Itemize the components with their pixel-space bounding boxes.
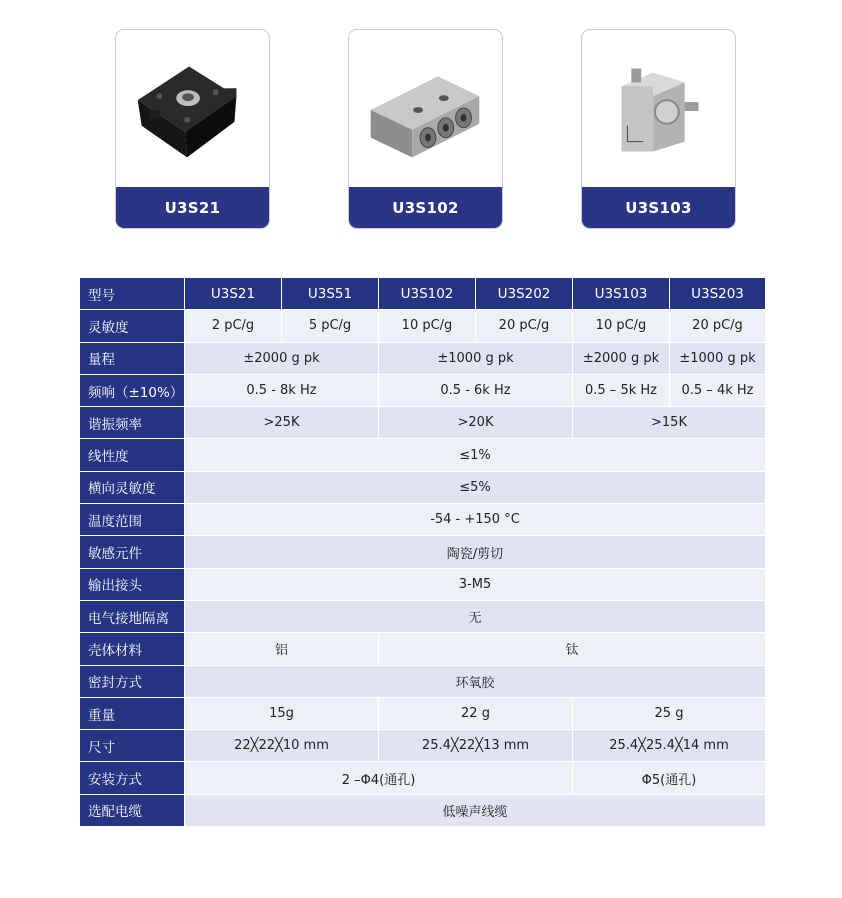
table-row (80, 504, 766, 536)
table-row (80, 730, 766, 762)
product-label: U3S103 (582, 187, 735, 228)
table-cell: 陶瓷/剪切 (185, 536, 766, 568)
header-cell: U3S103 (573, 278, 670, 310)
black-square-sensor-image (116, 30, 269, 188)
table-row (80, 762, 766, 794)
table-cell: ±2000 g pk (573, 342, 670, 374)
row-label: 尺寸 (80, 730, 185, 762)
row-label: 谐振频率 (80, 407, 185, 439)
table-cell: 钛 (379, 633, 766, 665)
table-cell: >25K (185, 407, 379, 439)
table-cell: 22╳22╳10 mm (185, 730, 379, 762)
table-cell: 0.5 - 8k Hz (185, 374, 379, 406)
table-cell: ≤1% (185, 439, 766, 471)
product-card-u3s102[interactable] (348, 29, 503, 229)
header-cell: U3S203 (670, 278, 766, 310)
table-cell: ±1000 g pk (670, 342, 766, 374)
table-cell: >15K (573, 407, 766, 439)
table-row (80, 794, 766, 826)
table-cell: Φ5(通孔) (573, 762, 766, 794)
table-row (80, 374, 766, 406)
header-cell: U3S102 (379, 278, 476, 310)
header-cell: 型号 (80, 278, 185, 310)
table-row (80, 697, 766, 729)
row-label: 灵敏度 (80, 310, 185, 342)
table-cell: 2 –Φ4(通孔) (185, 762, 573, 794)
table-cell: 22 g (379, 697, 573, 729)
row-label: 频响（±10%） (80, 374, 185, 406)
row-label: 壳体材料 (80, 633, 185, 665)
row-label: 量程 (80, 342, 185, 374)
table-row (80, 568, 766, 600)
table-cell: ±1000 g pk (379, 342, 573, 374)
table-row (80, 342, 766, 374)
table-cell: 10 pC/g (379, 310, 476, 342)
row-label: 敏感元件 (80, 536, 185, 568)
table-cell: 5 pC/g (282, 310, 379, 342)
table-header-row (80, 278, 766, 310)
row-label: 输出接头 (80, 568, 185, 600)
product-card-u3s21[interactable] (115, 29, 270, 229)
table-row (80, 536, 766, 568)
header-cell: U3S202 (476, 278, 573, 310)
triaxial-cube-sensor-image (582, 30, 735, 188)
header-cell: U3S51 (282, 278, 379, 310)
table-cell: 0.5 – 4k Hz (670, 374, 766, 406)
table-cell: 25.4╳22╳13 mm (379, 730, 573, 762)
table-cell: 3-M5 (185, 568, 766, 600)
table-cell: 铝 (185, 633, 379, 665)
header-cell: U3S21 (185, 278, 282, 310)
steel-block-sensor-image (349, 30, 502, 188)
table-cell: 0.5 – 5k Hz (573, 374, 670, 406)
table-cell: 低噪声线缆 (185, 794, 766, 826)
row-label: 横向灵敏度 (80, 471, 185, 503)
row-label: 选配电缆 (80, 794, 185, 826)
product-card-u3s103[interactable] (581, 29, 736, 229)
table-cell: -54 - +150 °C (185, 504, 766, 536)
row-label: 密封方式 (80, 665, 185, 697)
table-row (80, 439, 766, 471)
table-row (80, 633, 766, 665)
table-cell: 无 (185, 600, 766, 632)
table-row (80, 665, 766, 697)
row-label: 安装方式 (80, 762, 185, 794)
table-cell: 20 pC/g (670, 310, 766, 342)
row-label: 温度范围 (80, 504, 185, 536)
product-label: U3S21 (116, 187, 269, 228)
table-row (80, 407, 766, 439)
table-row (80, 471, 766, 503)
spec-table (79, 277, 766, 827)
table-cell: 25.4╳25.4╳14 mm (573, 730, 766, 762)
row-label: 重量 (80, 697, 185, 729)
table-cell: 15g (185, 697, 379, 729)
table-row (80, 600, 766, 632)
table-row (80, 310, 766, 342)
row-label: 线性度 (80, 439, 185, 471)
product-label: U3S102 (349, 187, 502, 228)
table-cell: >20K (379, 407, 573, 439)
table-cell: 环氧胶 (185, 665, 766, 697)
table-cell: 0.5 - 6k Hz (379, 374, 573, 406)
table-cell: ±2000 g pk (185, 342, 379, 374)
table-cell: 25 g (573, 697, 766, 729)
table-cell: 10 pC/g (573, 310, 670, 342)
table-cell: 2 pC/g (185, 310, 282, 342)
table-cell: 20 pC/g (476, 310, 573, 342)
table-cell: ≤5% (185, 471, 766, 503)
row-label: 电气接地隔离 (80, 600, 185, 632)
